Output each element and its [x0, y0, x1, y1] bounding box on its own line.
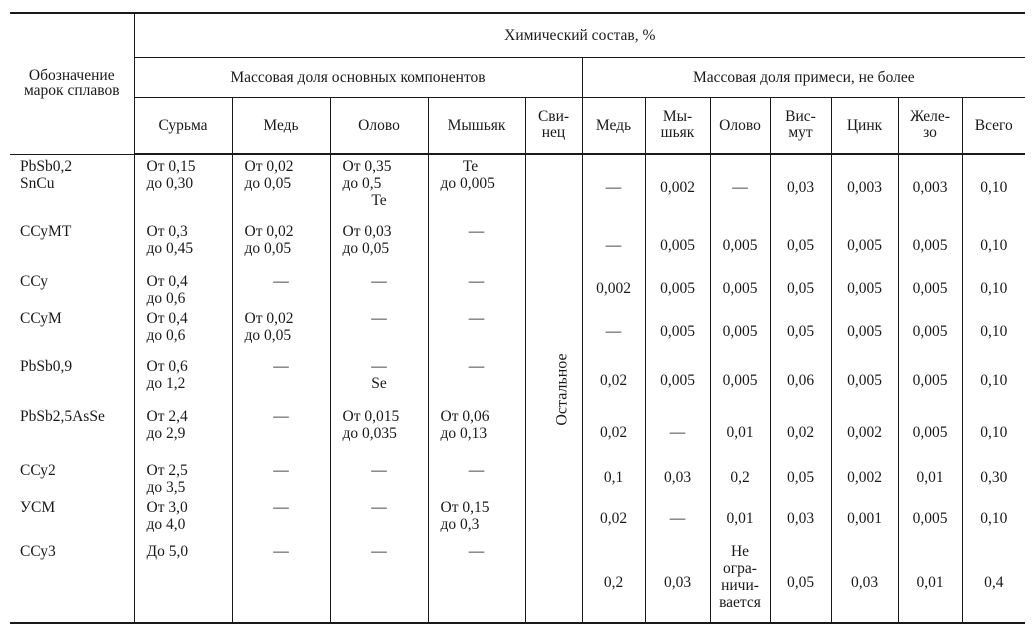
cell-antimony: От 0,3 до 0,45 [134, 220, 232, 270]
cell-impurity-zinc: 0,002 [831, 405, 898, 459]
col-header-impurity-total: Всего [962, 97, 1025, 154]
cell-impurity-total: 0,30 [962, 459, 1025, 496]
col-header-main-antimony: Сурьма [134, 97, 232, 154]
cell-impurity-iron: 0,003 [898, 154, 962, 220]
cell-impurity-total: 0,10 [962, 154, 1025, 220]
alloy-composition-table [10, 12, 1025, 624]
cell-impurity-arsenic: — [645, 496, 710, 540]
header-impurity-group: Массовая доля примеси, не более [582, 57, 1025, 97]
cell-impurity-total: 0,4 [962, 540, 1025, 624]
cell-copper: От 0,02 до 0,05 [232, 154, 330, 220]
cell-impurity-tin: 0,005 [710, 220, 770, 270]
cell-arsenic: — [428, 307, 525, 355]
cell-antimony: От 0,4 до 0,6 [134, 307, 232, 355]
cell-impurity-total: 0,10 [962, 405, 1025, 459]
header-composition: Химический состав, % [134, 13, 1025, 57]
cell-copper: — [232, 540, 330, 624]
cell-grade: PbSb0,2 SnCu [20, 157, 73, 192]
table-row [10, 307, 1025, 355]
table-row [10, 405, 1025, 459]
cell-impurity-bismuth: 0,06 [770, 355, 831, 405]
cell-copper: От 0,02 до 0,05 [232, 307, 330, 355]
cell-antimony: От 0,6 до 1,2 [134, 355, 232, 405]
cell-antimony: До 5,0 [134, 540, 232, 624]
cell-impurity-tin: 0,01 [710, 496, 770, 540]
cell-impurity-total: 0,10 [962, 220, 1025, 270]
cell-impurity-bismuth: 0,05 [770, 540, 831, 624]
cell-impurity-tin: 0,2 [710, 459, 770, 496]
cell-arsenic: От 0,15 до 0,3 [428, 496, 525, 540]
cell-lead-balance [525, 154, 582, 624]
cell-grade: PbSb0,9 [20, 358, 73, 375]
cell-impurity-tin: 0,005 [710, 355, 770, 405]
cell-grade: ССу3 [20, 543, 56, 560]
cell-impurity-arsenic: 0,03 [645, 459, 710, 496]
col-header-main-tin: Олово [330, 97, 428, 154]
cell-impurity-copper: 0,02 [582, 355, 645, 405]
cell-impurity-tin: Не огра- ничи- вается [710, 540, 770, 624]
col-header-impurity-bismuth: Вис- мут [770, 97, 831, 154]
cell-arsenic: — [428, 270, 525, 307]
cell-impurity-arsenic: 0,03 [645, 540, 710, 624]
bottom-rule [10, 622, 1025, 624]
cell-impurity-iron: 0,005 [898, 270, 962, 307]
table-row [10, 496, 1025, 540]
cell-impurity-copper: — [582, 154, 645, 220]
cell-arsenic: От 0,06 до 0,13 [428, 405, 525, 459]
cell-tin: — [330, 307, 428, 355]
cell-tin: От 0,03 до 0,05 [330, 220, 428, 270]
cell-arsenic: — [428, 540, 525, 624]
cell-impurity-zinc: 0,005 [831, 270, 898, 307]
header-main-group: Массовая доля основных компонентов [134, 57, 582, 97]
header-grade-label: Обозначение марок сплавов [23, 67, 120, 100]
cell-impurity-tin: — [710, 154, 770, 220]
cell-tin: — [330, 496, 428, 540]
cell-tin: — [330, 270, 428, 307]
col-header-impurity-tin: Олово [710, 97, 770, 154]
cell-impurity-copper: 0,02 [582, 496, 645, 540]
cell-impurity-arsenic: 0,005 [645, 307, 710, 355]
cell-impurity-arsenic: 0,005 [645, 220, 710, 270]
cell-impurity-bismuth: 0,05 [770, 459, 831, 496]
cell-impurity-iron: 0,01 [898, 540, 962, 624]
cell-copper: — [232, 459, 330, 496]
cell-impurity-zinc: 0,002 [831, 459, 898, 496]
cell-impurity-bismuth: 0,05 [770, 270, 831, 307]
cell-grade: ССу2 [20, 462, 56, 479]
col-header-impurity-copper: Медь [582, 97, 645, 154]
cell-copper: — [232, 405, 330, 459]
cell-impurity-tin: 0,005 [710, 270, 770, 307]
cell-impurity-zinc: 0,003 [831, 154, 898, 220]
cell-impurity-bismuth: 0,05 [770, 220, 831, 270]
table-row [10, 270, 1025, 307]
cell-impurity-total: 0,10 [962, 496, 1025, 540]
cell-grade: УСМ [20, 499, 56, 516]
cell-impurity-arsenic: 0,005 [645, 270, 710, 307]
cell-impurity-copper: 0,02 [582, 405, 645, 459]
cell-impurity-arsenic: 0,005 [645, 355, 710, 405]
cell-impurity-zinc: 0,001 [831, 496, 898, 540]
table-row [10, 540, 1025, 624]
cell-copper: — [232, 270, 330, 307]
cell-impurity-copper: 0,1 [582, 459, 645, 496]
cell-arsenic: — [428, 355, 525, 405]
cell-impurity-arsenic: 0,002 [645, 154, 710, 220]
cell-copper: — [232, 355, 330, 405]
cell-antimony: От 0,15 до 0,30 [134, 154, 232, 220]
cell-antimony: От 2,4 до 2,9 [134, 405, 232, 459]
table-body [10, 154, 1025, 624]
cell-copper: — [232, 496, 330, 540]
cell-grade: ССуМТ [20, 223, 72, 240]
cell-impurity-bismuth: 0,03 [770, 154, 831, 220]
cell-impurity-zinc: 0,005 [831, 355, 898, 405]
cell-impurity-copper: — [582, 220, 645, 270]
cell-arsenic: — [428, 459, 525, 496]
cell-tin: От 0,015 до 0,035 [330, 405, 428, 459]
cell-impurity-iron: 0,01 [898, 459, 962, 496]
cell-impurity-total: 0,10 [962, 307, 1025, 355]
cell-antimony: От 0,4 до 0,6 [134, 270, 232, 307]
cell-grade: ССуМ [20, 310, 62, 327]
cell-tin: — [330, 540, 428, 624]
cell-impurity-iron: 0,005 [898, 355, 962, 405]
cell-impurity-zinc: 0,005 [831, 220, 898, 270]
cell-grade: PbSb2,5AsSe [20, 408, 105, 425]
cell-copper: От 0,02 до 0,05 [232, 220, 330, 270]
col-header-impurity-arsenic: Мы- шьяк [645, 97, 710, 154]
cell-impurity-copper: 0,2 [582, 540, 645, 624]
table-row [10, 459, 1025, 496]
table-row [10, 355, 1025, 405]
table-row [10, 154, 1025, 220]
cell-arsenic: — [428, 220, 525, 270]
cell-impurity-iron: 0,005 [898, 307, 962, 355]
cell-antimony: От 2,5 до 3,5 [134, 459, 232, 496]
table-row [10, 220, 1025, 270]
cell-impurity-zinc: 0,03 [831, 540, 898, 624]
header-grade [10, 13, 134, 154]
cell-impurity-tin: 0,005 [710, 307, 770, 355]
col-header-main-copper: Медь [232, 97, 330, 154]
lead-balance-label: Остальное [553, 353, 571, 426]
cell-tin: От 0,35 до 0,5 Te [330, 154, 428, 220]
cell-impurity-total: 0,10 [962, 355, 1025, 405]
cell-tin: — [330, 459, 428, 496]
col-header-main-arsenic: Мышьяк [428, 97, 525, 154]
cell-impurity-bismuth: 0,05 [770, 307, 831, 355]
cell-tin: — Se [330, 355, 428, 405]
cell-antimony: От 3,0 до 4,0 [134, 496, 232, 540]
col-header-impurity-zinc: Цинк [831, 97, 898, 154]
cell-arsenic: Te до 0,005 [428, 154, 525, 220]
cell-impurity-tin: 0,01 [710, 405, 770, 459]
cell-impurity-bismuth: 0,03 [770, 496, 831, 540]
col-header-impurity-iron: Желе- зо [898, 97, 962, 154]
cell-impurity-copper: — [582, 307, 645, 355]
cell-impurity-iron: 0,005 [898, 405, 962, 459]
header-subcolumns [10, 97, 1025, 154]
cell-impurity-bismuth: 0,02 [770, 405, 831, 459]
cell-grade: ССу [20, 273, 49, 290]
col-header-main-lead: Сви- нец [525, 97, 582, 154]
cell-impurity-total: 0,10 [962, 270, 1025, 307]
cell-impurity-arsenic: — [645, 405, 710, 459]
cell-impurity-iron: 0,005 [898, 496, 962, 540]
cell-impurity-zinc: 0,005 [831, 307, 898, 355]
cell-impurity-copper: 0,002 [582, 270, 645, 307]
cell-impurity-iron: 0,005 [898, 220, 962, 270]
